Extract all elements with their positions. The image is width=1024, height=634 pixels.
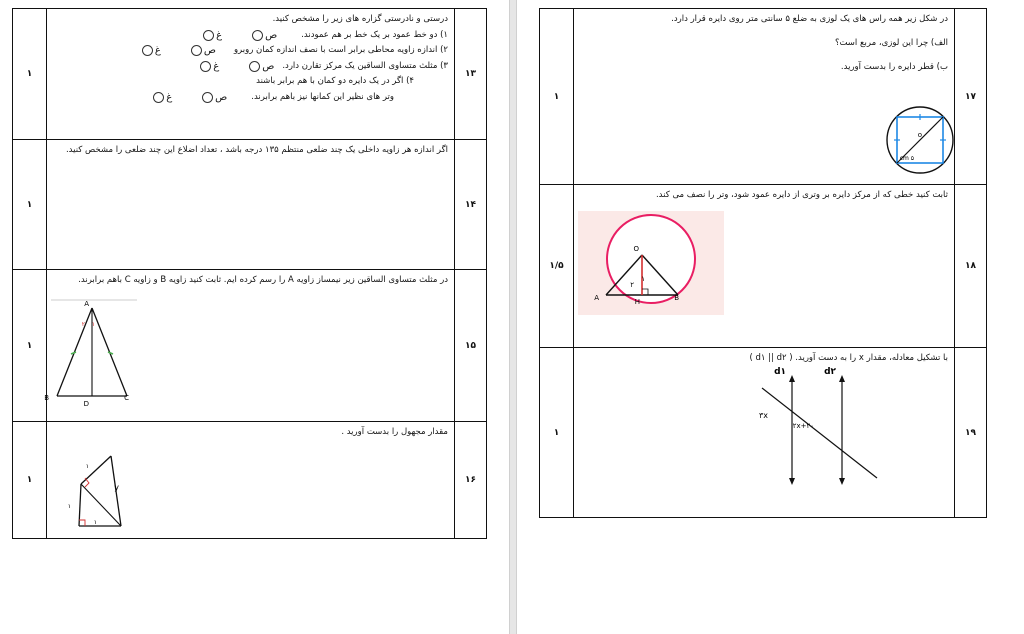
question-number: ۱۷ [955,9,987,185]
angle-2x20-label: ۲x+۲۰ [792,422,814,430]
statement-text: وتر های نظیر این کمانها نیز باهم برابرند. [251,91,394,102]
radio-circle-icon[interactable] [142,45,153,56]
question-cell [574,348,955,518]
false-option[interactable]: غ [142,43,161,59]
statement-text: ۲) اندازه زاویه محاطی برابر است با نصف اندازه کمان روبرو [233,45,448,55]
circle-square-figure [884,104,956,176]
question-part-a: الف) چرا این لوزی، مربع است؟ [834,38,948,48]
angle-2-label: ۲ [81,321,85,328]
statement-4: ۴) اگر در یک دایره دو کمان با هم برابر باشند [256,76,414,86]
question-row-15 [13,270,487,422]
radio-circle-icon[interactable] [202,92,213,103]
chord-circle-figure [578,211,724,315]
angle-1-label: ۱ [641,275,645,283]
question-cell [574,9,955,185]
question-row-13 [13,9,487,140]
question-cell [574,185,955,348]
question-score: ۱ [13,9,47,140]
question-number: ۱۹ [955,348,987,518]
question-score: ۱ [13,422,47,539]
radio-circle-icon[interactable] [200,61,211,72]
question-row-16 [13,422,487,539]
label-c: C [124,394,129,402]
question-number: ۱۶ [455,422,487,539]
label-h: H [634,298,640,306]
question-text: در شکل زیر همه راس های یک لوزی به ضلع ۵ سانتی متر روی دایره قرار دارد. [671,14,948,24]
label-d1: d۱ [774,367,786,377]
true-option[interactable]: ص [249,59,274,75]
question-part-b: ب) قطر دایره را بدست آورید. [840,62,948,72]
question-score: ۱/۵ [540,185,574,348]
question-text: اگر اندازه هر زاویه داخلی یک چند ضلعی منتظم ۱۳۵ درجه باشد ، تعداد اضلاع این چند ضلعی را مشخص کنید. [65,145,448,155]
label-a: A [84,300,89,308]
statement-1 [47,28,454,44]
true-option[interactable]: ص [252,28,277,44]
question-text: مقدار مجهول را بدست آورید . [341,427,448,437]
true-option[interactable]: ص [191,43,216,59]
false-option[interactable]: غ [203,28,222,44]
parallel-lines-figure [752,368,882,488]
question-text: درستی و نادرستی گزاره های زیر را مشخص کنید. [272,14,448,24]
question-score: ۱ [540,9,574,185]
radio-circle-icon[interactable] [203,30,214,41]
question-row-14 [13,140,487,270]
label-b: B [44,394,49,402]
true-option[interactable]: ص [202,90,227,106]
center-label: o [917,131,922,139]
side-one-a-label: ۱ [85,463,89,470]
question-cell [44,270,455,422]
unknown-y-label: y [114,483,119,492]
label-a: A [594,294,599,302]
statement-text: ۳) مثلث متساوی الساقین یک مرکز تقارن دارد. [282,60,448,71]
side-one-b-label: ۱ [67,503,71,510]
statement-text: ۱) دو خط عمود بر یک خط بر هم عمودند. [301,29,448,40]
question-cell [47,9,455,140]
side-length-label: ۵ cm [899,155,914,162]
right-triangles-figure [61,450,141,530]
question-score: ۱ [13,140,47,270]
right-page-table [539,8,987,518]
question-text: در مثلث متساوی الساقین زیر نیمساز زاویه A را رسم کرده ایم. ثابت کنید زاویه B و زاویه C باهم برابرند. [78,275,448,285]
question-cell [47,422,455,539]
label-b: B [674,294,679,302]
radio-circle-icon[interactable] [191,45,202,56]
angle-2-label: ۲ [630,281,634,289]
angle-3x-label: ۳x [758,411,768,420]
question-row-17 [540,9,987,185]
label-d: D [83,400,89,408]
radio-circle-icon[interactable] [249,61,260,72]
question-number: ۱۸ [955,185,987,348]
question-score: ۱ [540,348,574,518]
question-cell [47,140,455,270]
question-row-18 [540,185,987,348]
left-page-table [12,8,487,539]
question-score: ۱ [13,270,47,422]
false-option[interactable]: غ [153,90,172,106]
question-number: ۱۳ [455,9,487,140]
question-row-19 [540,348,987,518]
statement-3 [47,59,454,75]
side-one-c-label: ۱ [93,519,97,526]
question-number: ۱۵ [455,270,487,422]
statement-2 [47,43,454,59]
isosceles-triangle-figure [44,296,142,414]
radio-circle-icon[interactable] [252,30,263,41]
question-text: ثابت کنید خطی که از مرکز دایره بر وتری از دایره عمود شود، وتر را نصف می کند. [655,190,948,200]
label-o: O [633,245,639,253]
statement-4-continued [47,90,454,106]
label-d2: d۲ [824,367,836,377]
page-divider [509,0,517,634]
false-option[interactable]: غ [200,59,219,75]
angle-1-label: ۱ [91,321,95,328]
question-text: با تشکیل معادله، مقدار x را به دست آورید. ( d۱ || d۲ ) [749,353,948,363]
question-number: ۱۴ [455,140,487,270]
radio-circle-icon[interactable] [153,92,164,103]
